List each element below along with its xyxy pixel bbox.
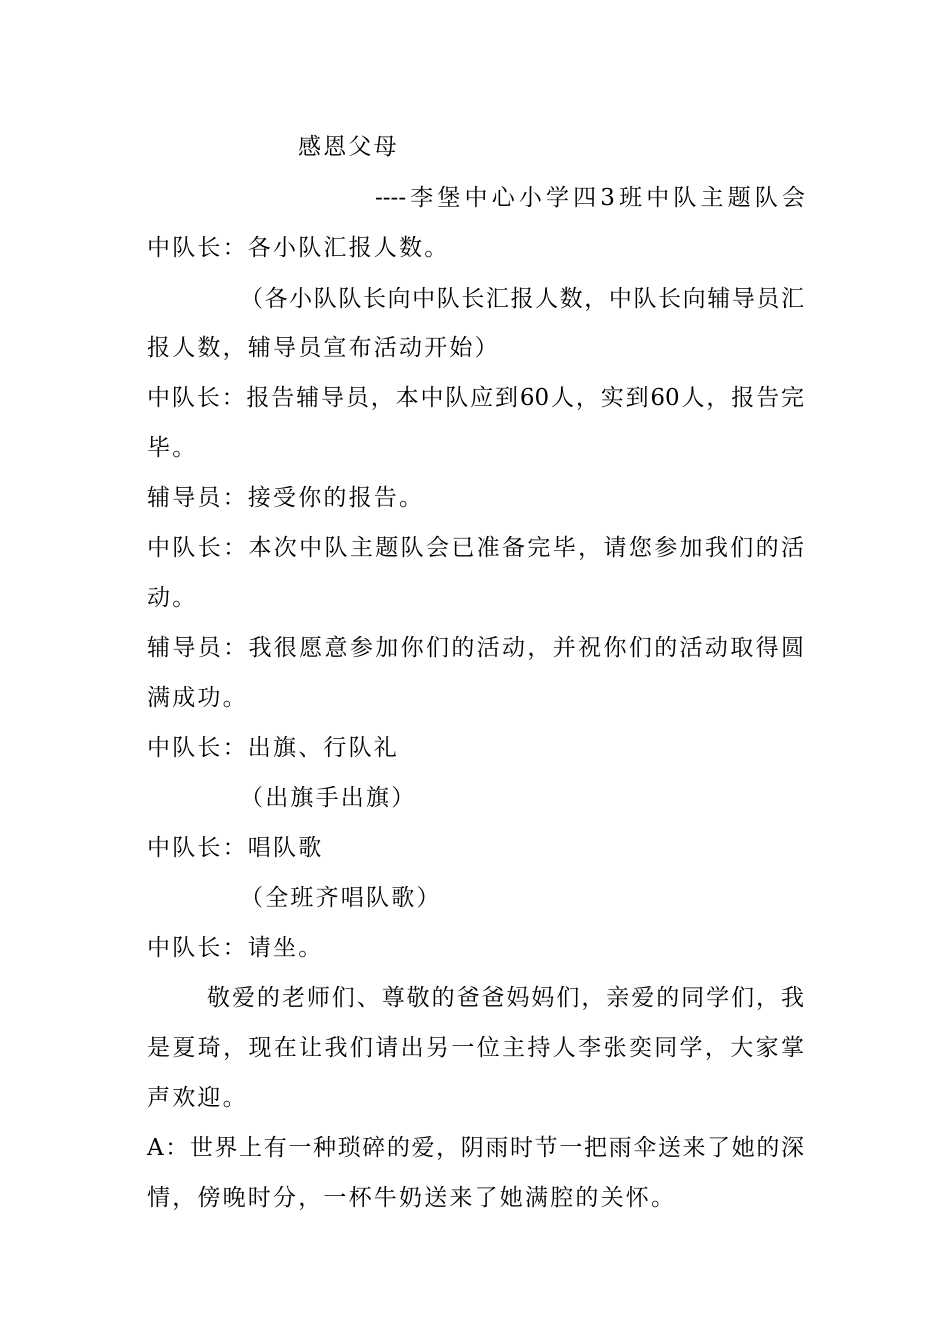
- line-7: 中队长：本次中队主题队会已准备完毕，请您参加我们的活: [147, 535, 804, 561]
- line-20: 情，傍晚时分，一杯牛奶送来了她满腔的关怀。: [147, 1185, 677, 1211]
- line-8: 动。: [147, 585, 198, 611]
- line-4: 中队长：报告辅导员，本中队应到60人，实到60人，报告完: [147, 385, 804, 411]
- line-11: 中队长：出旗、行队礼: [147, 735, 399, 761]
- line-2: （各小队队长向中队长汇报人数，中队长向辅导员汇: [240, 286, 804, 312]
- line-17: 是夏琦，现在让我们请出另一位主持人李张奕同学，大家掌: [147, 1035, 804, 1061]
- line-5: 毕。: [147, 435, 198, 461]
- document-subtitle: ----李堡中心小学四3班中队主题队会: [375, 185, 805, 211]
- line-6: 辅导员：接受你的报告。: [147, 485, 425, 511]
- line-15: 中队长：请坐。: [147, 935, 324, 961]
- line-3: 报人数，辅导员宣布活动开始）: [147, 335, 500, 361]
- document-title: 感恩父母: [298, 134, 399, 160]
- line-14: （全班齐唱队歌）: [240, 885, 442, 911]
- line-16: 敬爱的老师们、尊敬的爸爸妈妈们，亲爱的同学们，我: [207, 985, 804, 1011]
- line-9: 辅导员：我很愿意参加你们的活动，并祝你们的活动取得圆: [147, 635, 804, 661]
- line-13: 中队长：唱队歌: [147, 835, 324, 861]
- line-1: 中队长：各小队汇报人数。: [147, 235, 450, 261]
- line-19: A：世界上有一种琐碎的爱，阴雨时节一把雨伞送来了她的深: [147, 1135, 804, 1161]
- line-12: （出旗手出旗）: [240, 785, 417, 811]
- line-10: 满成功。: [147, 685, 248, 711]
- line-18: 声欢迎。: [147, 1085, 248, 1111]
